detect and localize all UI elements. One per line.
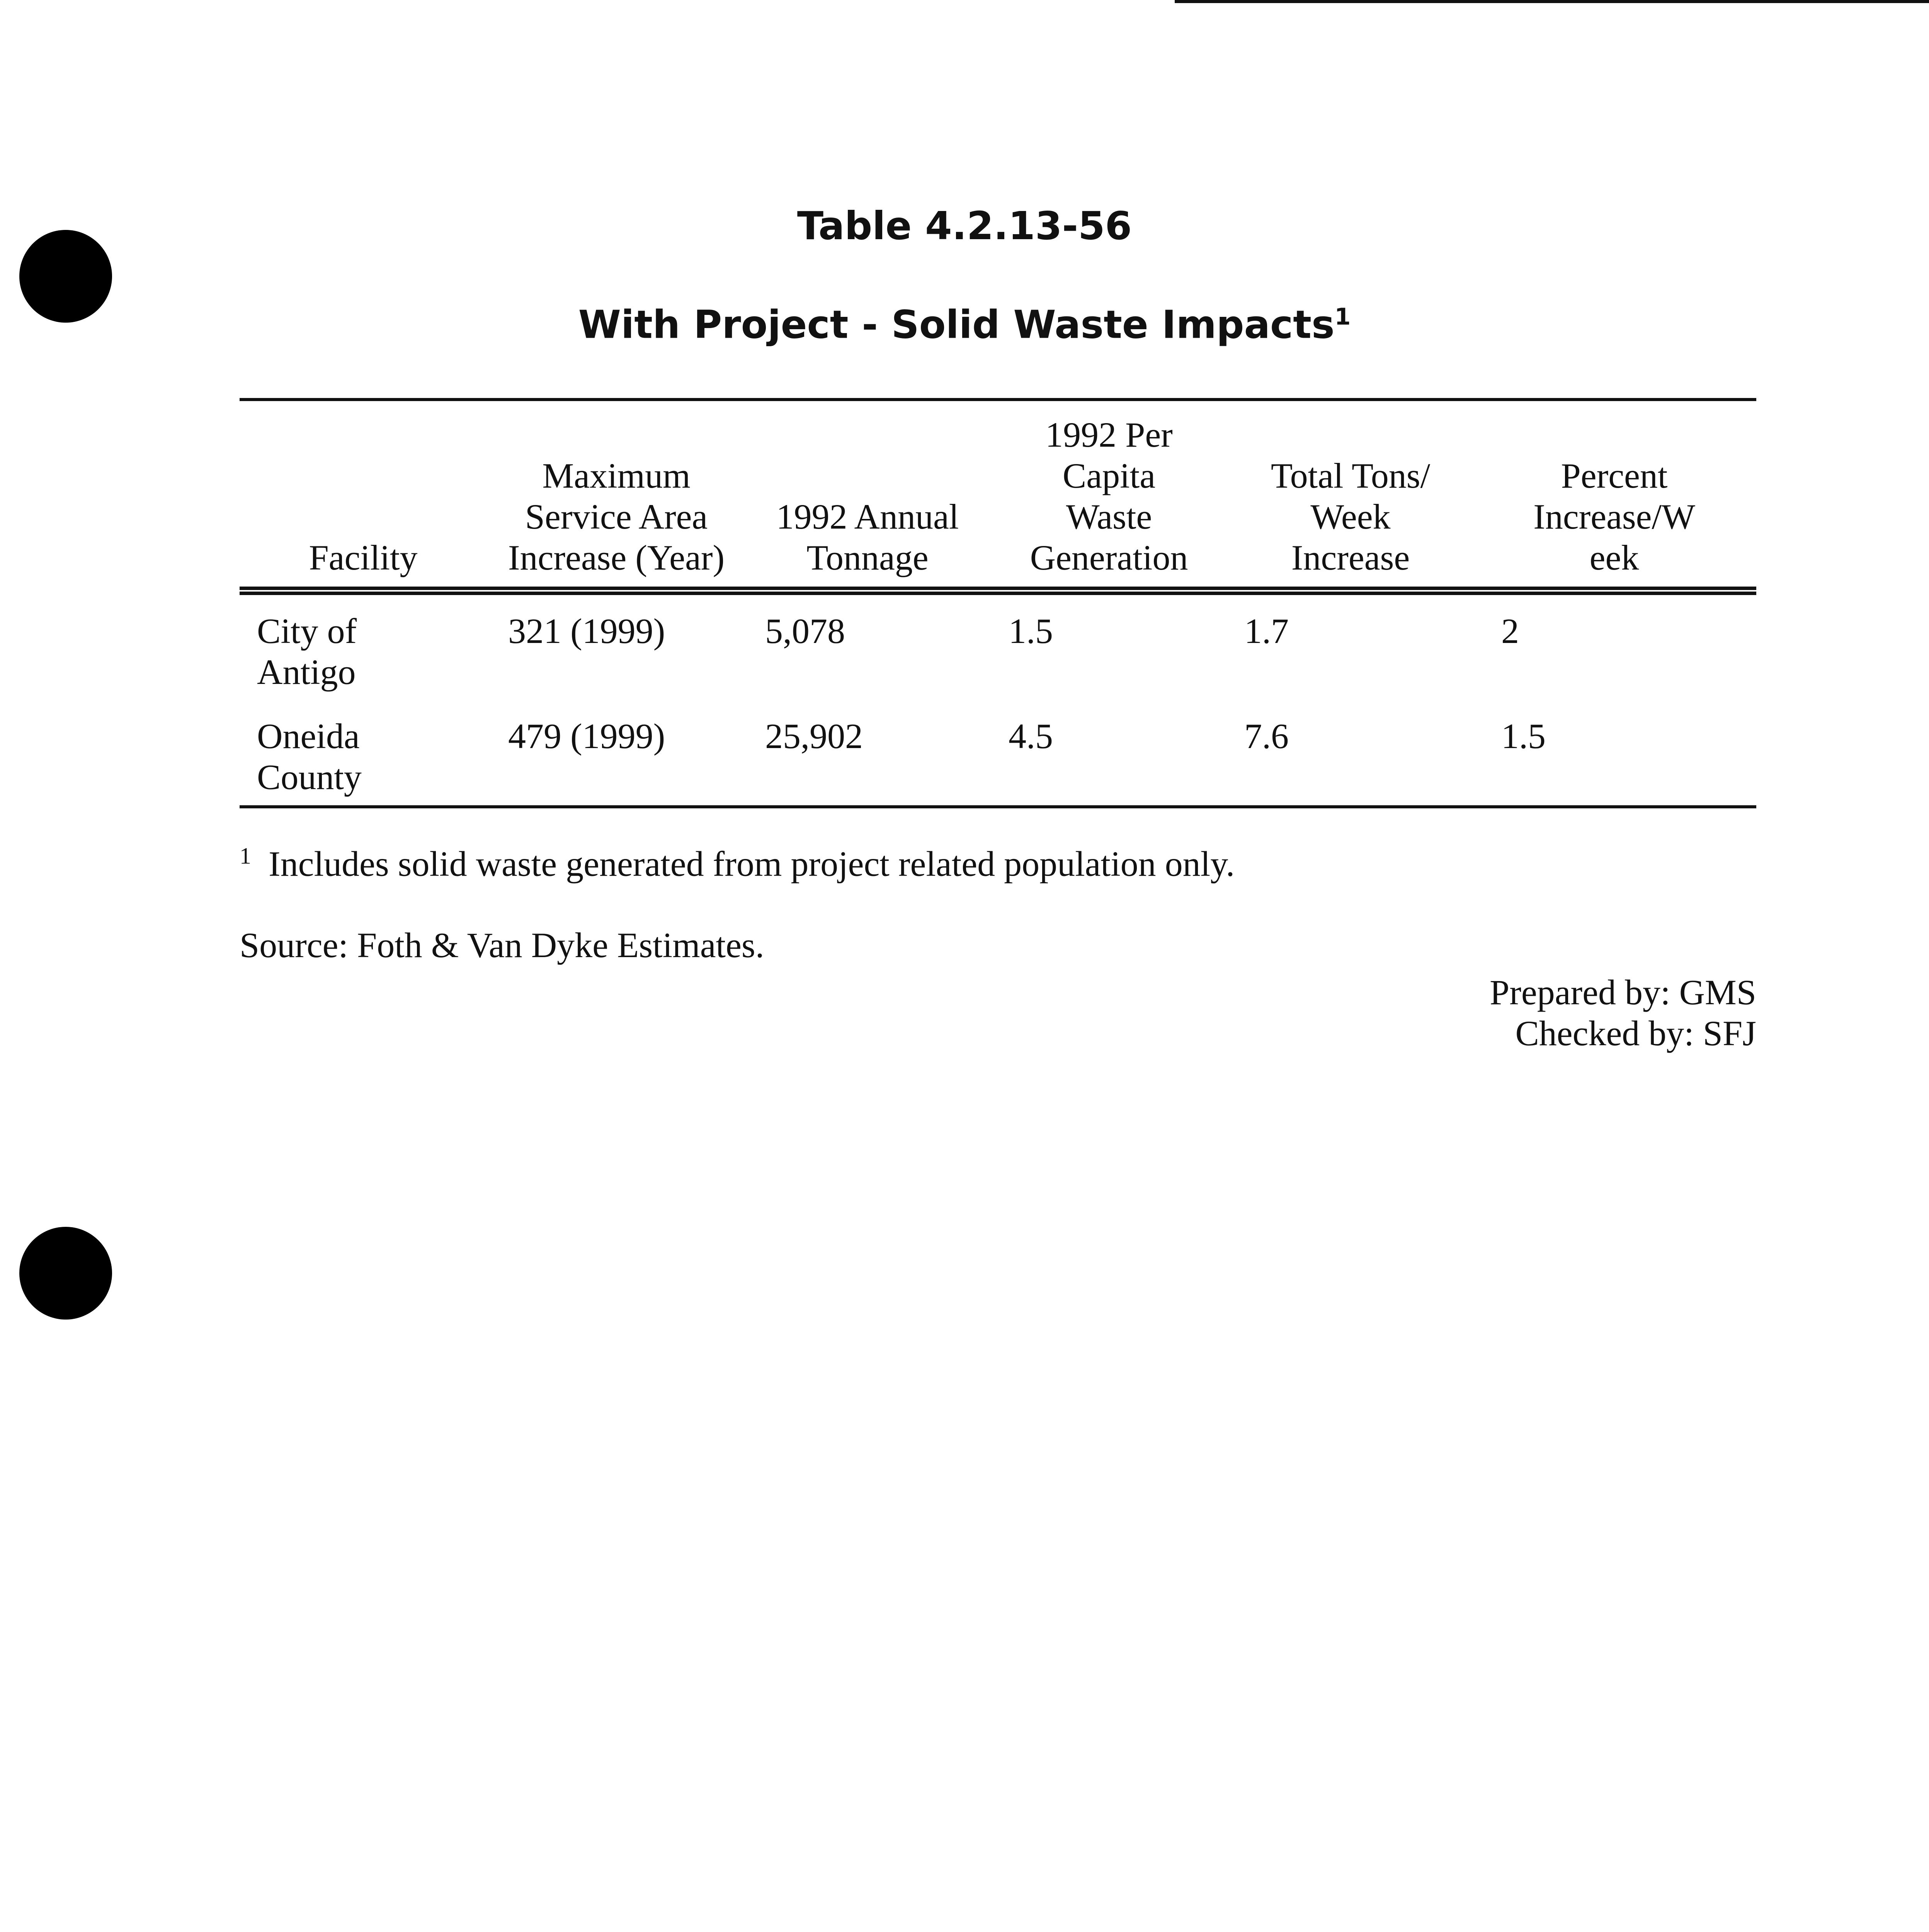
cell-facility	[240, 716, 487, 798]
header-facility	[240, 537, 487, 578]
facility-line: County	[257, 757, 362, 797]
preparation-credits	[1490, 972, 1756, 1054]
header-tons-week	[1229, 455, 1472, 578]
cell-tons-week: 1.7	[1244, 611, 1289, 651]
cell-percent-increase: 1.5	[1501, 716, 1546, 756]
subtitle-footnote-marker: 1	[1334, 303, 1351, 330]
table-number-text: Table 4.2.13-56	[797, 203, 1132, 248]
header-line: Total Tons/	[1271, 456, 1431, 495]
header-line: Generation	[1030, 538, 1188, 577]
table-subtitle-text: With Project - Solid Waste Impacts	[578, 302, 1335, 347]
header-line: 1992 Annual	[776, 497, 959, 536]
table-number	[0, 203, 1929, 248]
header-line: Percent	[1561, 456, 1668, 495]
header-line: Waste	[1066, 497, 1152, 536]
cell-annual-tonnage: 25,902	[765, 716, 863, 756]
table-row	[240, 716, 1756, 798]
facility-line: Oneida	[257, 716, 360, 756]
cell-per-capita: 1.5	[1009, 611, 1053, 651]
prepared-by: Prepared by: GMS	[1490, 973, 1756, 1012]
header-annual-tonnage	[746, 496, 989, 578]
table-top-rule	[240, 398, 1756, 401]
cell-tons-week: 7.6	[1244, 716, 1289, 756]
cell-annual-tonnage: 5,078	[765, 611, 845, 651]
cell-facility	[240, 611, 487, 692]
cell-percent-increase: 2	[1501, 611, 1519, 651]
header-line: eek	[1589, 538, 1639, 577]
cell-max-service-area: 321 (1999)	[508, 611, 665, 651]
facility-line: City of	[257, 611, 357, 651]
footnote	[240, 844, 1235, 882]
header-percent-increase	[1472, 455, 1756, 578]
solid-waste-table	[240, 398, 1756, 808]
table-bottom-rule	[240, 805, 1756, 808]
checked-by: Checked by: SFJ	[1515, 1014, 1756, 1053]
header-double-rule	[240, 587, 1756, 595]
punch-hole-middle	[19, 1227, 112, 1320]
header-per-capita	[989, 414, 1229, 578]
header-line: Week	[1310, 497, 1391, 536]
top-edge-rule	[1175, 0, 1929, 3]
header-line: Facility	[309, 538, 418, 577]
table-row	[240, 611, 1756, 692]
header-line: Increase (Year)	[508, 538, 725, 577]
header-line: 1992 Per	[1045, 415, 1173, 454]
facility-line: Antigo	[257, 652, 356, 692]
source-note: Source: Foth & Van Dyke Estimates.	[240, 925, 764, 965]
table-header-row	[240, 401, 1756, 587]
footnote-marker: 1	[240, 843, 251, 869]
header-line: Maximum	[542, 456, 691, 495]
header-max-service-area	[487, 455, 746, 578]
table-subtitle	[0, 302, 1929, 347]
footnote-text: Includes solid waste generated from project related population only.	[269, 844, 1235, 884]
cell-max-service-area: 479 (1999)	[508, 716, 665, 756]
cell-per-capita: 4.5	[1009, 716, 1053, 756]
header-line: Tonnage	[806, 538, 929, 577]
header-line: Capita	[1062, 456, 1156, 495]
header-line: Increase	[1291, 538, 1410, 577]
header-line: Service Area	[525, 497, 708, 536]
header-line: Increase/W	[1533, 497, 1695, 536]
